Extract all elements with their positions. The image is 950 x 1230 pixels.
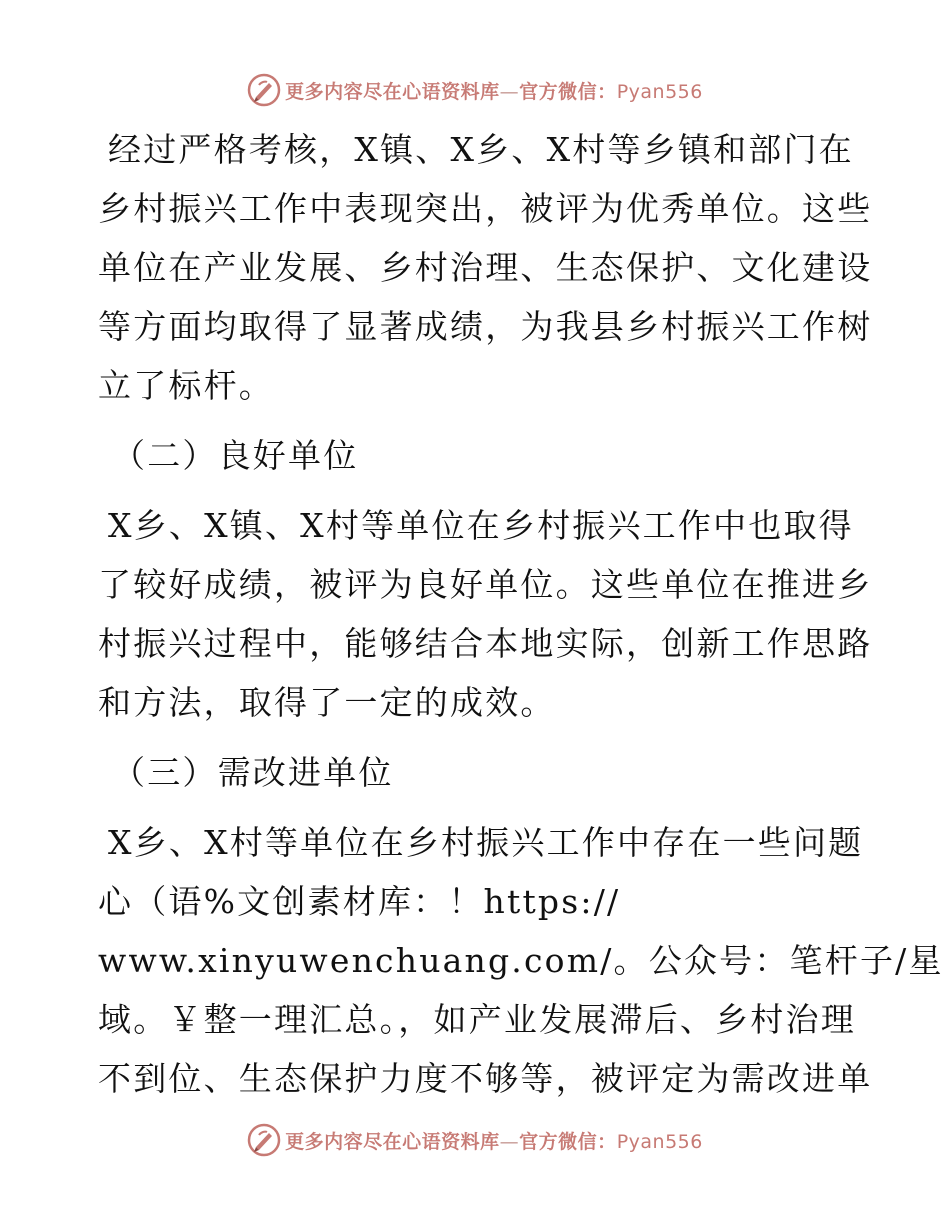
paragraph-line: 经过严格考核，X镇、X乡、X村等乡镇和部门在 <box>108 130 854 169</box>
paragraph-line: 不到位、生态保护力度不够等，被评定为需改进单 <box>98 1059 873 1098</box>
paragraph-line: 了较好成绩，被评为良好单位。这些单位在推进乡 <box>98 565 873 604</box>
section-heading: （三）需改进单位 <box>112 753 394 792</box>
pen-logo-icon <box>247 73 281 107</box>
paragraph-line: 乡村振兴工作中表现突出，被评为优秀单位。这些 <box>98 189 873 228</box>
paragraph-line: X乡、X村等单位在乡村振兴工作中存在一些问题 <box>108 823 864 862</box>
watermark-text: 更多内容尽在心语资料库—官方微信：Pyan556 <box>285 1130 703 1153</box>
paragraph-line: 立了标杆。 <box>98 366 274 405</box>
document-body <box>98 120 944 1108</box>
paragraph-line: X乡、X镇、X村等单位在乡村振兴工作中也取得 <box>108 506 854 545</box>
paragraph-line: 村振兴过程中，能够结合本地实际，创新工作思路 <box>98 624 873 663</box>
paragraph-line: 单位在产业发展、乡村治理、生态保护、文化建设 <box>98 248 873 287</box>
watermark-text: 更多内容尽在心语资料库—官方微信：Pyan556 <box>285 80 703 103</box>
header-watermark <box>0 72 950 108</box>
paragraph-line: 心（语%文创素材库：！https:// <box>98 882 621 921</box>
paragraph-line: 域。￥整一理汇总。，如产业发展滞后、乡村治理 <box>98 1000 856 1039</box>
paragraph-line: www.xinyuwenchuang.com/。公众号：笔杆子/星 <box>98 941 944 980</box>
section-heading: （二）良好单位 <box>112 436 359 475</box>
paragraph-line: 等方面均取得了显著成绩，为我县乡村振兴工作树 <box>98 307 873 346</box>
pen-logo-icon <box>247 1123 281 1157</box>
footer-watermark <box>0 1122 950 1158</box>
paragraph-line: 和方法，取得了一定的成效。 <box>98 683 556 722</box>
